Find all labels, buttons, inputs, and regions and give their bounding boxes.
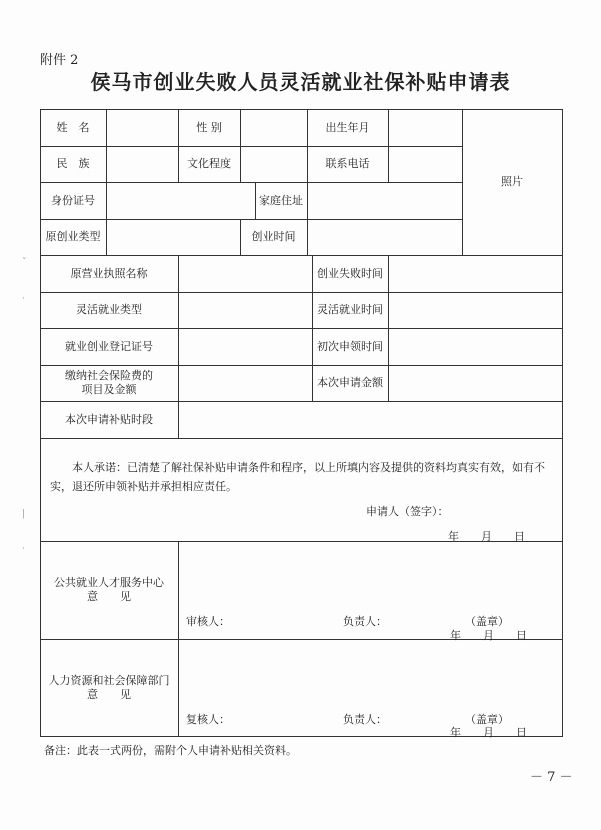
license-name-field[interactable]	[178, 255, 312, 292]
responsible-label: 负责人：	[343, 713, 387, 726]
license-name-label: 原营业执照名称	[70, 266, 148, 280]
seal-label: （盖章）	[465, 615, 509, 628]
row-divider	[40, 438, 563, 439]
address-field[interactable]	[307, 182, 462, 219]
failure-time-label: 创业失败时间	[317, 266, 383, 280]
seal-label: （盖章）	[465, 713, 509, 726]
business-type-field[interactable]	[106, 219, 240, 255]
review2-date: 年 月 日	[450, 726, 527, 739]
subsidy-period-label: 本次申请补贴时段	[65, 412, 153, 426]
address-label: 家庭住址	[259, 193, 303, 207]
registration-no-field[interactable]	[178, 328, 312, 365]
flexible-time-label: 灵活就业时间	[317, 303, 383, 317]
insurance-items-label-line2: 项目及金额	[81, 383, 137, 396]
ethnicity-field[interactable]	[106, 146, 178, 182]
birth-date-label: 出生年月	[325, 120, 370, 134]
current-amount-field[interactable]	[388, 365, 562, 401]
photo-box[interactable]: 照片	[501, 175, 523, 189]
gender-field[interactable]	[240, 109, 307, 146]
phone-label: 联系电话	[325, 157, 370, 171]
scan-mark: ·	[22, 544, 25, 554]
applicant-signature-label: 申请人（签字）：	[366, 505, 449, 518]
id-number-label: 身份证号	[51, 193, 95, 207]
scan-mark: ·	[22, 294, 25, 304]
review1-date: 年 月 日	[450, 629, 527, 642]
hrss-dept-name: 人力资源和社会保障部门	[48, 673, 170, 687]
commitment-date: 年 月 日	[448, 530, 525, 543]
flexible-type-label: 灵活就业类型	[76, 303, 142, 317]
current-amount-label: 本次申请金额	[317, 376, 383, 390]
hrss-opinion-label	[40, 639, 178, 736]
name-field[interactable]	[106, 109, 178, 146]
opinion-label: 意 见	[87, 590, 131, 603]
gender-label: 性 别	[196, 120, 222, 134]
scan-mark: |	[22, 509, 26, 519]
form-title: 侯马市创业失败人员灵活就业社保补贴申请表	[90, 70, 511, 94]
registration-no-label: 就业创业登记证号	[65, 339, 153, 353]
attachment-label: 附件 2	[40, 53, 79, 68]
birth-date-field[interactable]	[388, 109, 462, 146]
flexible-time-field[interactable]	[388, 292, 562, 328]
employment-center-opinion-label	[40, 541, 178, 639]
reviewer-label: 审核人：	[186, 615, 230, 628]
footnote: 备注：此表一式两份，需附个人申请补贴相关资料。	[44, 744, 297, 757]
failure-time-field[interactable]	[388, 255, 562, 292]
business-time-label: 创业时间	[251, 230, 296, 244]
applicant-commitment: 本人承诺：已清楚了解社保补贴申请条件和程序，以上所填内容及提供的资料均真实有效，如有不实，退还所申领补贴并承担相应责任。	[50, 461, 545, 494]
business-time-field[interactable]	[307, 219, 462, 255]
first-claim-time-label: 初次申领时间	[317, 339, 383, 353]
insurance-items-label-line1: 缴纳社会保险费的	[65, 369, 153, 383]
col-divider	[178, 541, 179, 737]
business-type-label: 原创业类型	[45, 230, 101, 244]
id-number-field[interactable]	[106, 182, 255, 219]
border-right	[562, 109, 563, 737]
education-label: 文化程度	[187, 157, 231, 171]
page-number: － 7 －	[530, 770, 573, 785]
responsible-label: 负责人：	[343, 615, 387, 628]
first-claim-time-field[interactable]	[388, 328, 562, 365]
ethnicity-label: 民 族	[56, 157, 90, 171]
rechecker-label: 复核人：	[186, 713, 230, 726]
insurance-items-label	[40, 365, 178, 401]
education-field[interactable]	[240, 146, 307, 182]
flexible-type-field[interactable]	[178, 292, 312, 328]
phone-field[interactable]	[388, 146, 462, 182]
scan-mark: ˇ	[22, 258, 27, 268]
name-label: 姓 名	[56, 120, 90, 134]
employment-center-name: 公共就业人才服务中心	[54, 576, 164, 590]
subsidy-period-field[interactable]	[178, 401, 562, 438]
insurance-items-field[interactable]	[178, 365, 312, 401]
opinion-label: 意 见	[87, 687, 131, 701]
